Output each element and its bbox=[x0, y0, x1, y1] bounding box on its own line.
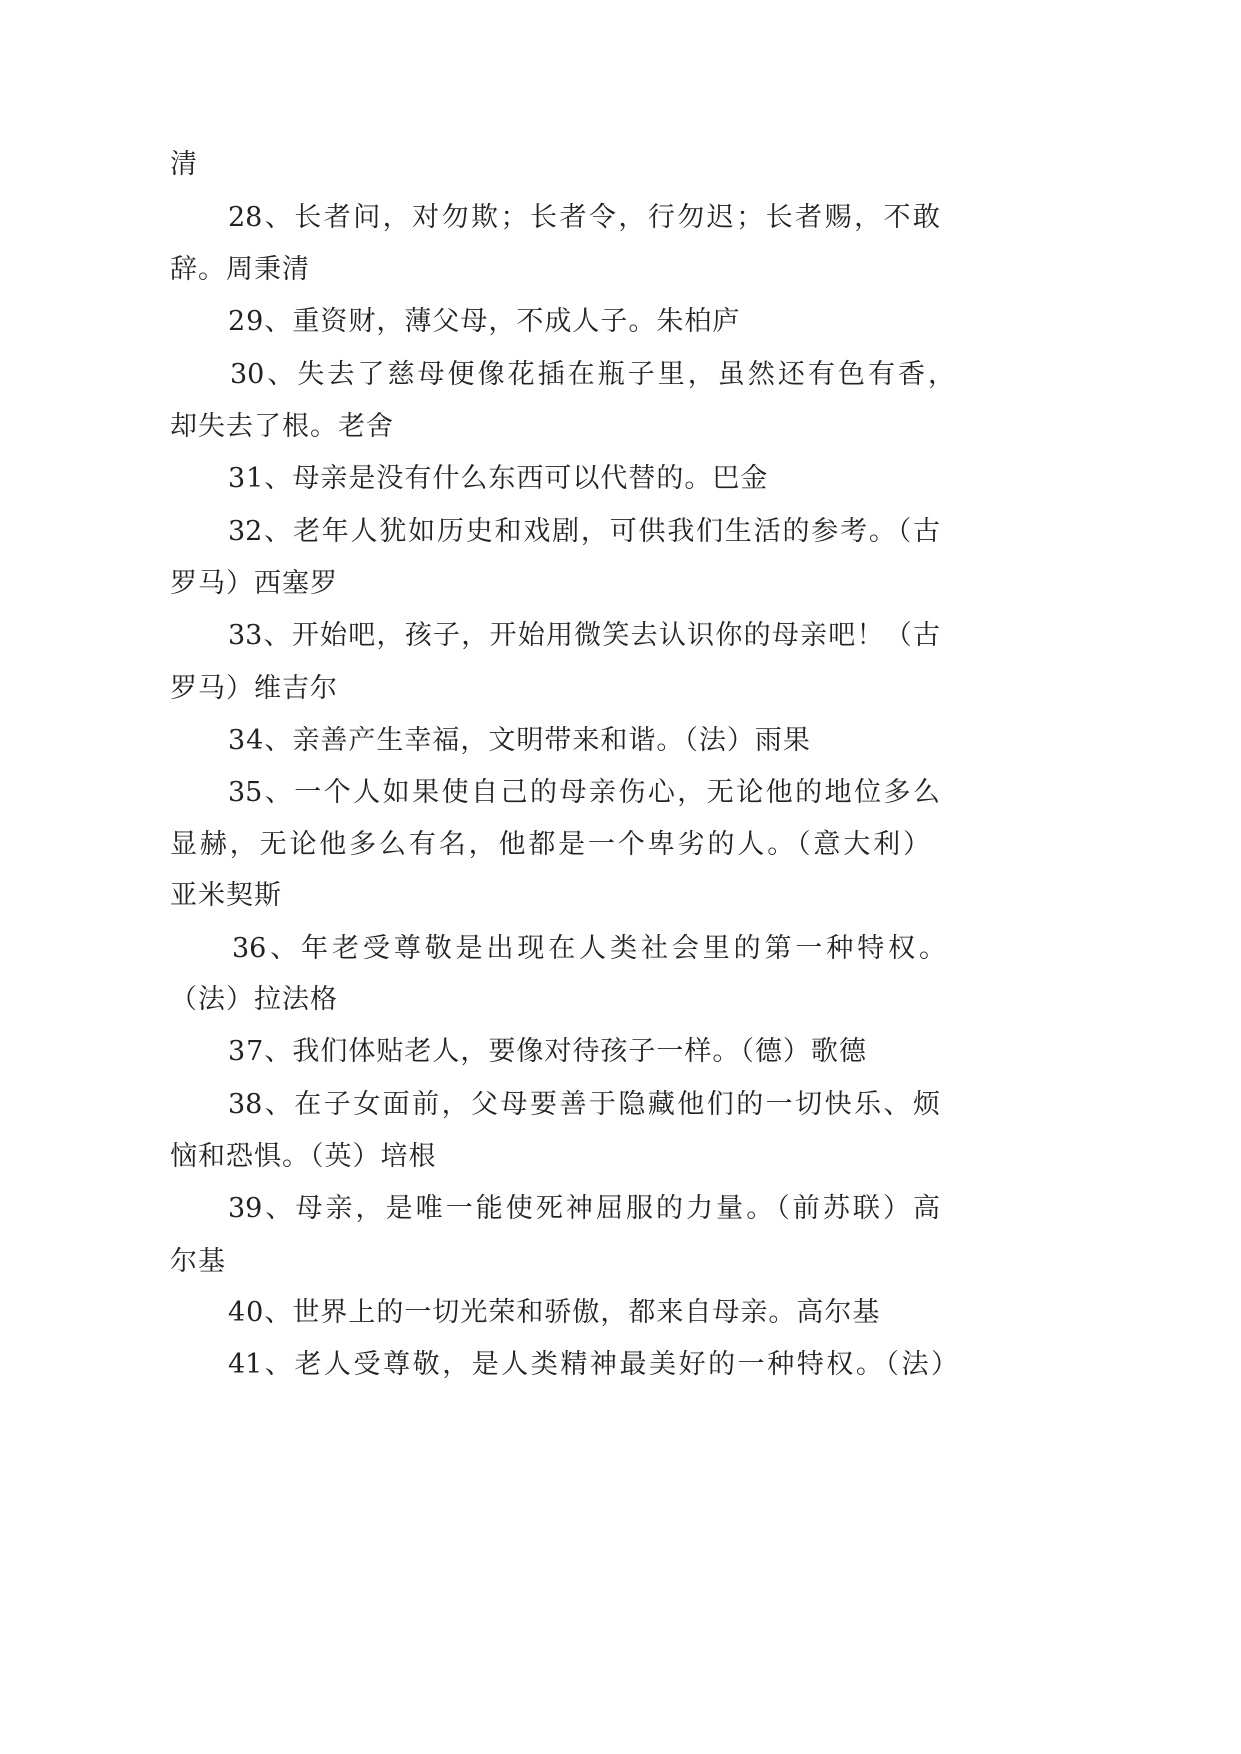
text-line: 41、老人受尊敬，是人类精神最美好的一种特权。（法） bbox=[228, 1349, 958, 1380]
text-line: 37、我们体贴老人，要像对待孩子一样。（德）歌德 bbox=[228, 1036, 867, 1067]
text-line: 却失去了根。老舍 bbox=[170, 411, 394, 442]
text-line: 31、母亲是没有什么东西可以代替的。巴金 bbox=[228, 463, 769, 494]
text-line: 36、年老受尊敬是出现在人类社会里的第一种特权。 bbox=[232, 933, 946, 964]
text-line: 尔基 bbox=[170, 1246, 226, 1277]
text-line: 38、在子女面前，父母要善于隐藏他们的一切快乐、烦 bbox=[228, 1089, 940, 1120]
text-line: 罗马）维吉尔 bbox=[170, 673, 338, 704]
text-line: 40、世界上的一切光荣和骄傲，都来自母亲。高尔基 bbox=[228, 1297, 881, 1328]
text-line: 30、失去了慈母便像花插在瓶子里，虽然还有色有香， bbox=[230, 359, 955, 390]
text-line: 辞。周秉清 bbox=[170, 254, 310, 285]
text-line: 33、开始吧，孩子，开始用微笑去认识你的母亲吧！（古 bbox=[228, 620, 940, 651]
text-line: 35、一个人如果使自己的母亲伤心，无论他的地位多么 bbox=[228, 777, 940, 808]
text-line: 亚米契斯 bbox=[170, 880, 282, 911]
text-line: 29、重资财，薄父母，不成人子。朱柏庐 bbox=[228, 306, 741, 337]
text-line: （法）拉法格 bbox=[170, 984, 338, 1015]
text-line: 罗马）西塞罗 bbox=[170, 568, 338, 599]
text-line: 28、长者问，对勿欺；长者令，行勿迟；长者赐，不敢 bbox=[228, 202, 940, 233]
text-line: 恼和恐惧。（英）培根 bbox=[170, 1141, 437, 1172]
text-line: 32、老年人犹如历史和戏剧，可供我们生活的参考。（古 bbox=[228, 516, 940, 547]
text-line: 34、亲善产生幸福，文明带来和谐。（法）雨果 bbox=[228, 725, 811, 756]
text-line: 清 bbox=[170, 149, 198, 180]
text-line: 39、母亲，是唯一能使死神屈服的力量。（前苏联）高 bbox=[228, 1193, 940, 1224]
text-line: 显赫，无论他多么有名，他都是一个卑劣的人。（意大利） bbox=[170, 829, 930, 860]
